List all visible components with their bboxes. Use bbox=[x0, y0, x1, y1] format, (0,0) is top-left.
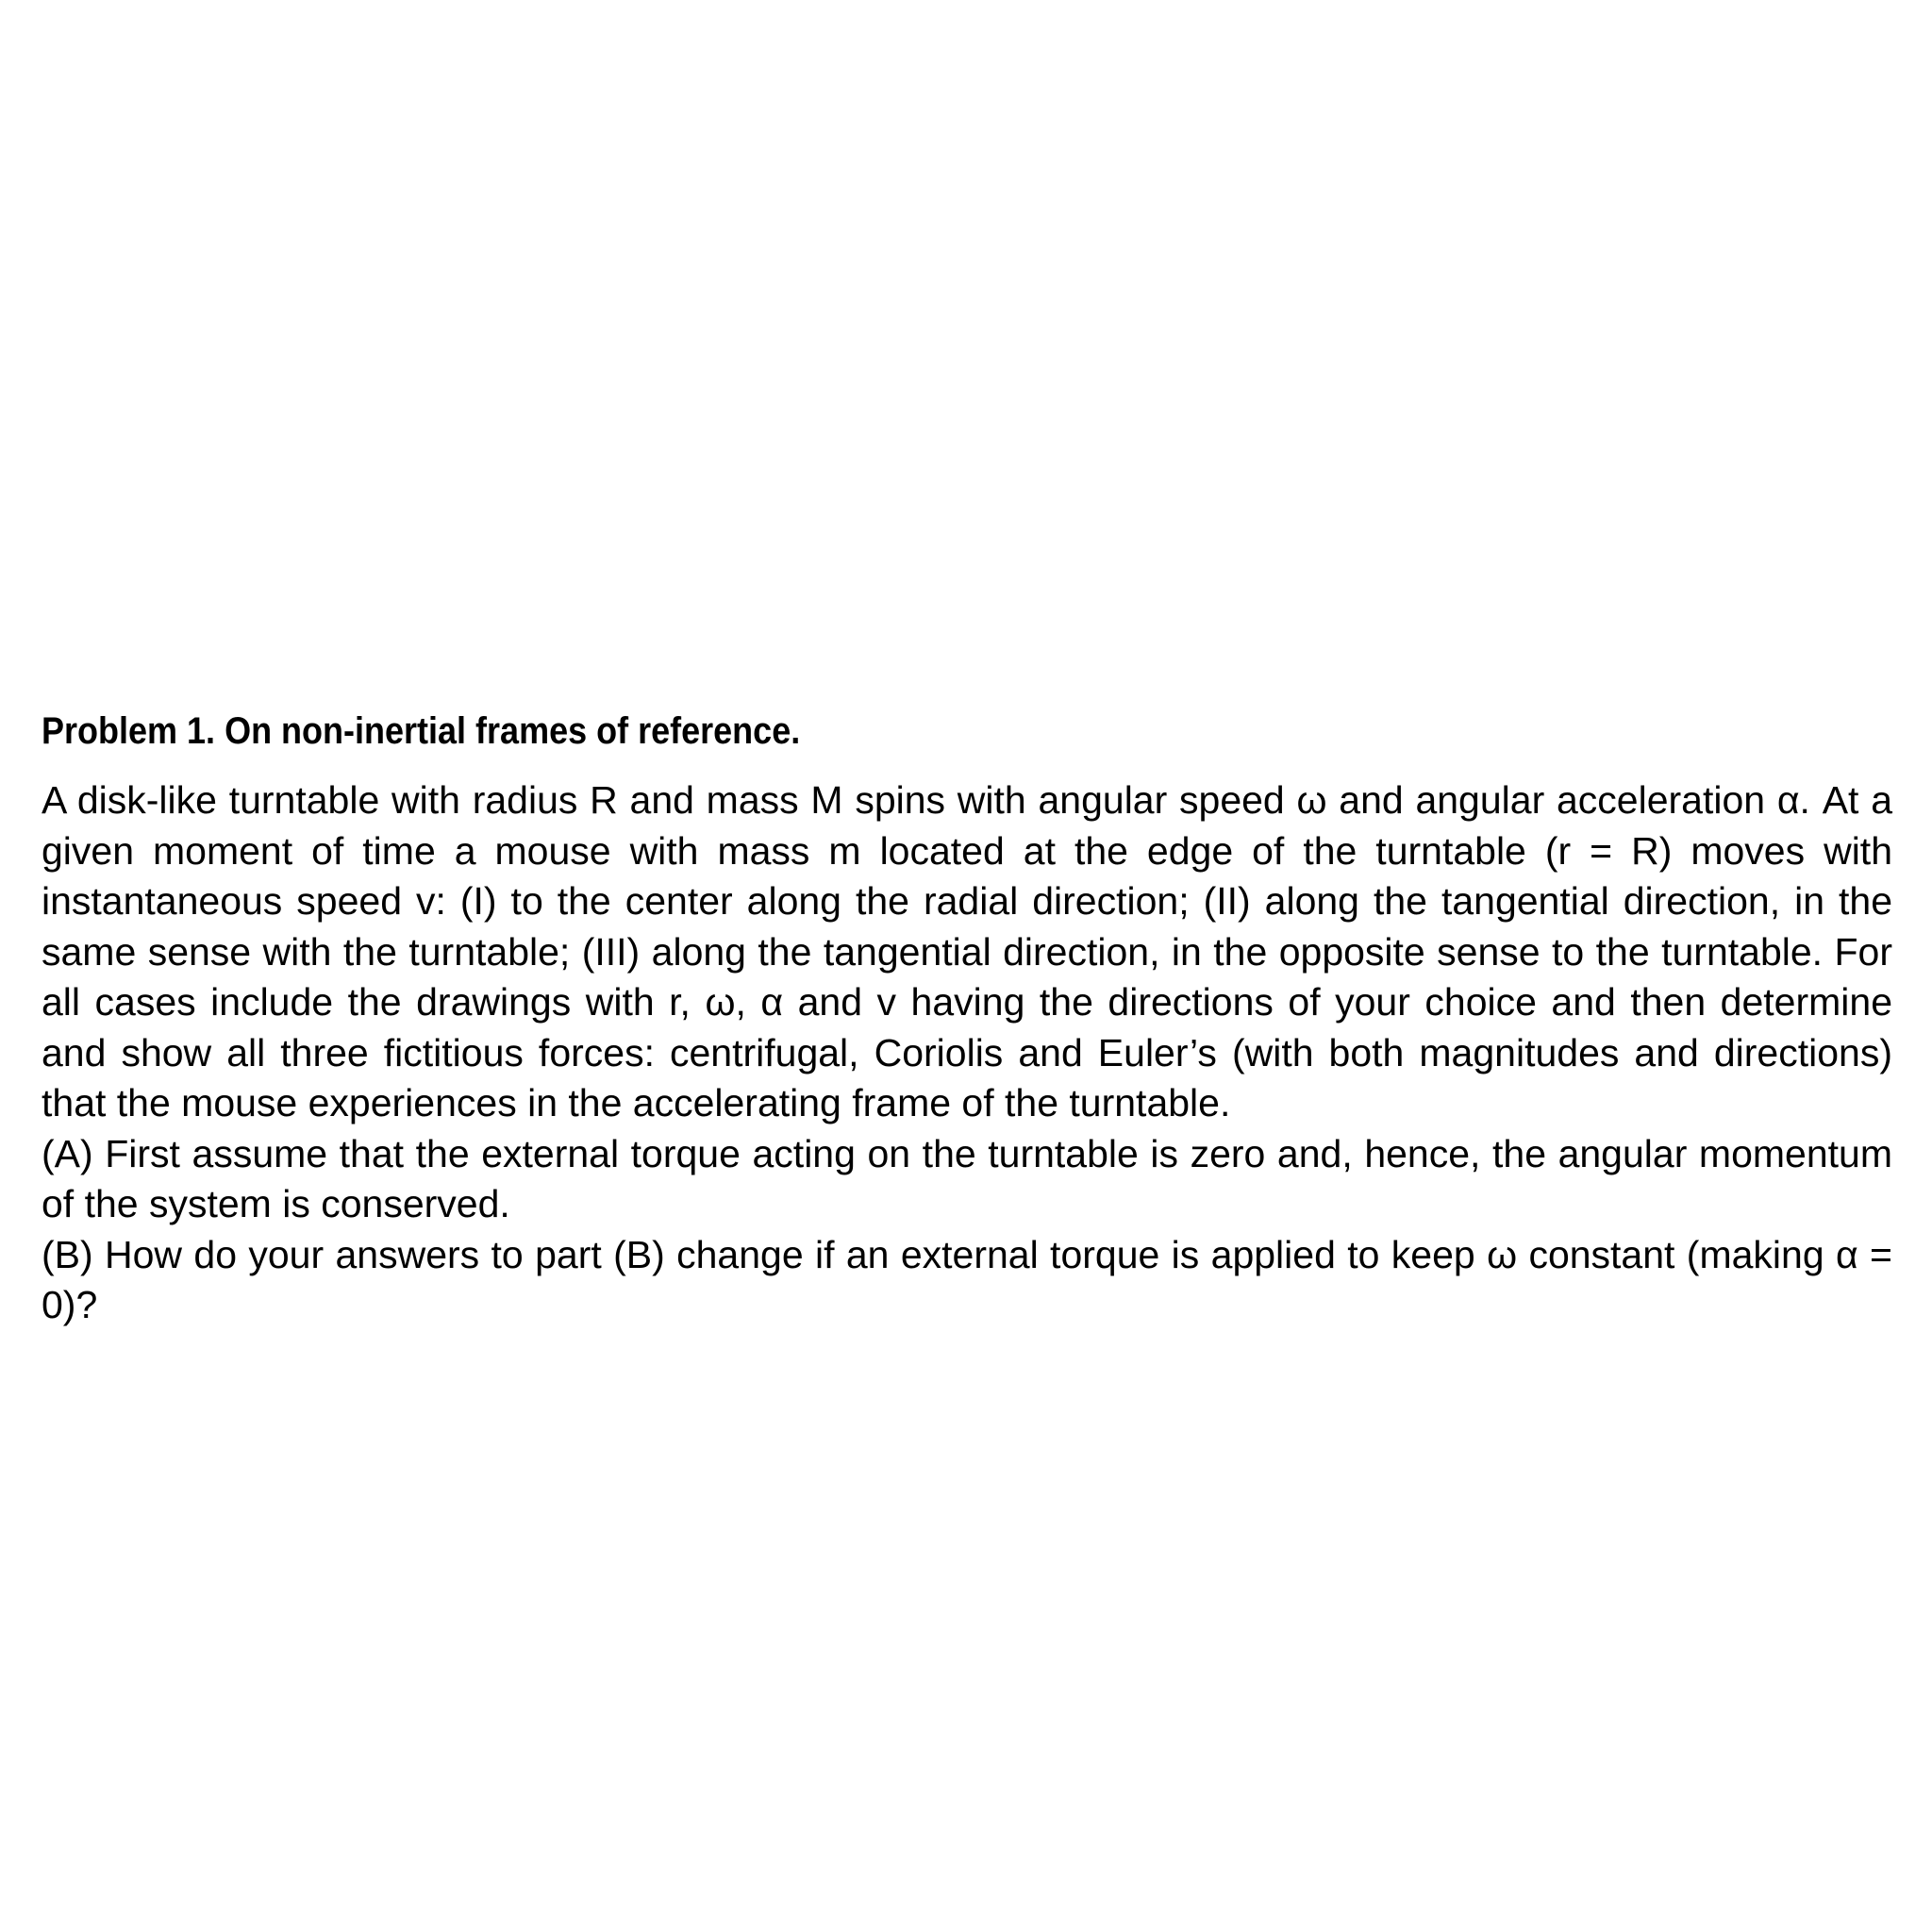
problem-part-b: (B) How do your answers to part (B) change if an external torque is applied to keep ω constant (making α = 0)? bbox=[42, 1232, 1892, 1326]
problem-part-a: (A) First assume that the external torque acting on the turntable is zero and, hence, the angular momentum of the system is conserved. bbox=[42, 1131, 1892, 1225]
problem-title: Problem 1. On non-inertial frames of reference. bbox=[42, 710, 801, 752]
problem-body bbox=[42, 775, 1892, 1331]
problem-intro: A disk-like turntable with radius R and mass M spins with angular speed ω and angular acceleration α. At a given moment of time a mouse with mass m located at the edge of the turntable (r = R) moves with instantaneous speed v: (I) to the center along the radial direction; (II) along the tangential direction, in the same sense with the turntable; (III) along the tangential direction, in the opposite sense to the turntable. For all cases include the drawings with r, ω, α and v having the directions of your choice and then determine and show all three fictitious forces: centrifugal, Coriolis and Euler’s (with both magnitudes and directions) that the mouse experiences in the accelerating frame of the turntable. bbox=[42, 778, 1892, 1124]
problem-1 bbox=[42, 706, 1892, 1331]
